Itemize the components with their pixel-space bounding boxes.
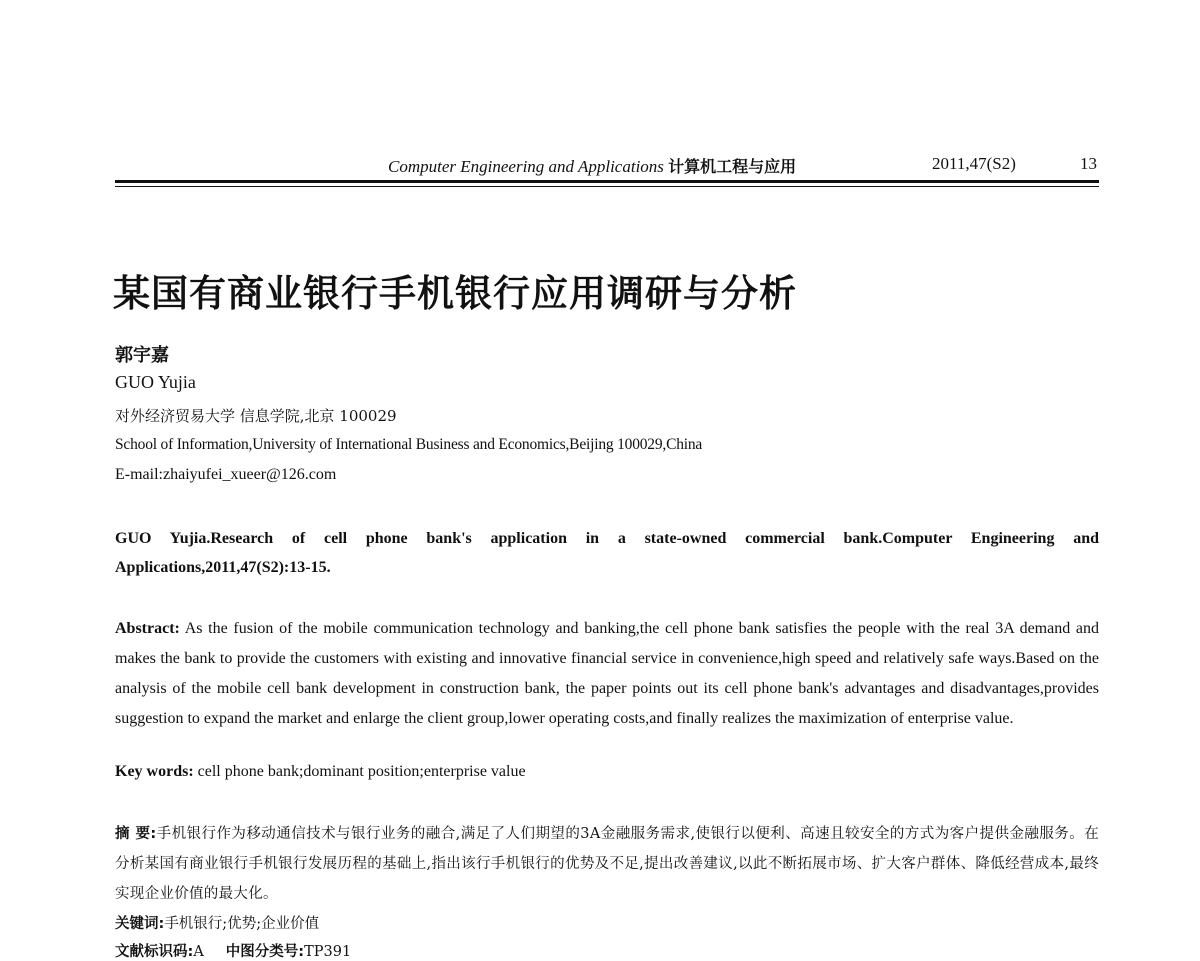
author-name-en: GUO Yujia <box>115 372 196 392</box>
journal-name-cn: 计算机工程与应用 <box>668 157 797 176</box>
keywords-cn-label: 关键词: <box>115 916 165 932</box>
doc-code: A <box>193 944 204 960</box>
paper-title: 某国有商业银行手机银行应用调研与分析 <box>113 271 797 315</box>
header-rule-thin <box>115 186 1099 187</box>
abstract-cn <box>115 819 1099 909</box>
author-name-cn: 郭宇嘉 <box>115 345 169 366</box>
issue-info: 2011,47(S2) <box>932 154 1016 173</box>
keywords-en <box>115 763 526 781</box>
keywords-en-text: cell phone bank;dominant position;enterprise value <box>197 763 526 780</box>
journal-name-en: Computer Engineering and Applications <box>388 157 664 176</box>
affiliation-cn: 对外经济贸易大学 信息学院,北京 100029 <box>115 407 397 425</box>
clc-code: TP391 <box>304 944 352 960</box>
citation: GUO Yujia.Research of cell phone bank's application in a state-owned commercial bank.Computer Engineering and Applications,2011,47(S2):13-15. <box>115 530 1099 576</box>
page-number: 13 <box>1080 154 1097 173</box>
author-email: E-mail:zhaiyufei_xueer@126.com <box>115 466 337 483</box>
abstract-en-label: Abstract: <box>115 620 180 637</box>
doc-code-label: 文献标识码: <box>115 944 194 960</box>
abstract-en <box>115 614 1099 734</box>
abstract-en-text: As the fusion of the mobile communication technology and banking,the cell phone bank satisfies the people with the real 3A demand and makes the bank to provide the customers with existing and innovative financial service in convenience,high speed and relatively safe ways.Based on the analysis of the mobile cell bank development in construction bank, the paper points out its cell phone bank's advantages and disadvantages,provides suggestion to expand the market and enlarge the client group,lower operating costs,and finally realizes the maximization of enterprise value. <box>115 620 1100 727</box>
header-rule-thick <box>115 180 1099 183</box>
affiliation-en: School of Information,University of International Business and Economics,Beijing 100029,China <box>115 436 703 453</box>
keywords-cn-text: 手机银行;优势;企业价值 <box>164 916 320 932</box>
classification-line <box>115 940 351 961</box>
abstract-cn-text: 手机银行作为移动通信技术与银行业务的融合,满足了人们期望的3A金融服务需求,使银行以便利、高速且较安全的方式为客户提供金融服务。在分析某国有商业银行手机银行发展历程的基础上,指出该行手机银行的优势及不足,提出改善建议,以此不断拓展市场、扩大客户群体、降低经营成本,最终实现企业价值的最大化。 <box>115 826 1099 902</box>
abstract-cn-label: 摘 要: <box>115 826 157 842</box>
keywords-cn <box>115 912 319 933</box>
clc-label: 中图分类号: <box>225 944 305 960</box>
journal-name <box>388 154 796 177</box>
keywords-en-label: Key words: <box>115 763 194 780</box>
